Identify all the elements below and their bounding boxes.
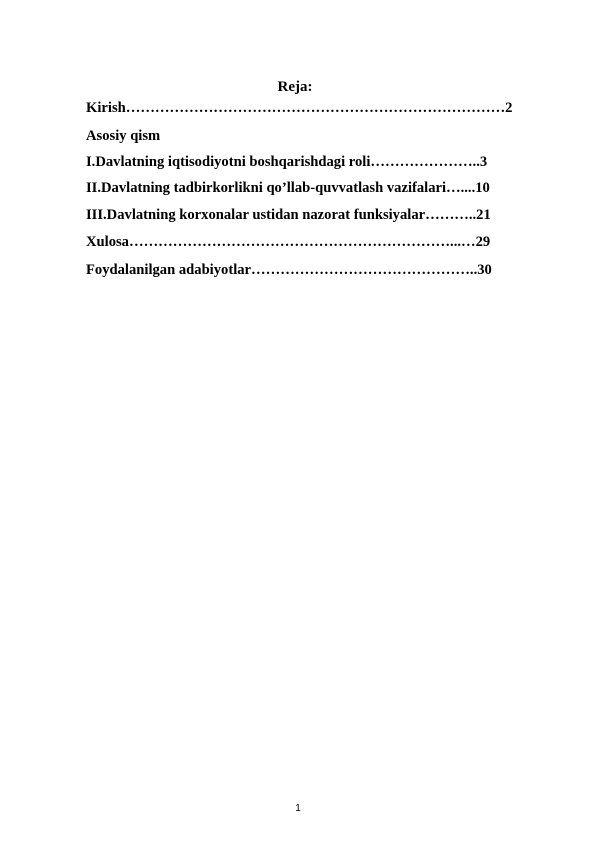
page-number: 1 xyxy=(295,803,301,814)
toc-title xyxy=(0,78,596,96)
toc-entry-chapter-3: III.Davlatning korxonalar ustidan nazorat funksiyalar………..21 xyxy=(86,207,491,223)
toc-entry-asosiy-qism: Asosiy qism xyxy=(86,128,161,144)
toc-entry-chapter-1: I.Davlatning iqtisodiyotni boshqarishdagi roli…………………..3 xyxy=(86,154,488,170)
toc-title-text: Reja: xyxy=(277,79,313,95)
toc-entry-xulosa: Xulosa…………………………………………………………...…29 xyxy=(86,234,491,250)
toc-entry-chapter-2: II.Davlatning tadbirkorlikni qo’llab-quvvatlash vazifalari…....10 xyxy=(86,180,490,196)
toc-entry-kirish: Kirish……………………………………………………………………2 xyxy=(86,100,513,116)
toc-entry-adabiyotlar: Foydalanilgan adabiyotlar………………………………………..30 xyxy=(86,262,492,278)
